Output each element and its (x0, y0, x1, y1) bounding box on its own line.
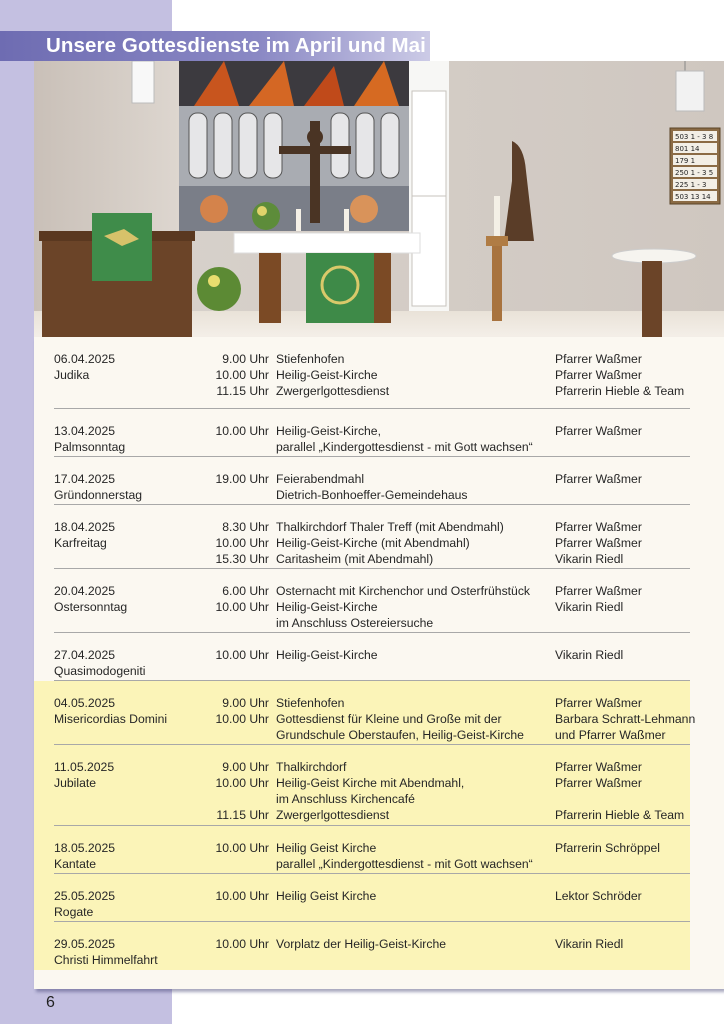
service-entry (34, 874, 690, 922)
service-date: 29.05.2025 (54, 937, 115, 951)
officiant-column (555, 351, 684, 399)
service-entry (34, 409, 690, 457)
service-location: Heilig-Geist-Kirche (276, 648, 378, 662)
service-time: 10.00 Uhr (215, 712, 269, 726)
service-day-name: Karfreitag (54, 536, 107, 550)
date-column (54, 647, 145, 679)
service-location: im Anschluss Ostereiersuche (276, 616, 434, 630)
description-column (276, 423, 533, 455)
svg-text:179 1: 179 1 (675, 157, 696, 165)
service-location: im Anschluss Kirchencafé (276, 792, 415, 806)
description-column (276, 840, 533, 872)
service-officiant: Pfarrer Waßmer (555, 696, 642, 710)
service-day-name: Palmsonntag (54, 440, 126, 454)
service-location: Osternacht mit Kirchenchor und Osterfrühstück (276, 584, 531, 598)
officiant-column (555, 695, 695, 743)
service-time: 10.00 Uhr (215, 600, 269, 614)
service-time: 10.00 Uhr (215, 889, 269, 903)
service-officiant: und Pfarrer Waßmer (555, 728, 666, 742)
svg-text:503 13 14: 503 13 14 (675, 193, 711, 201)
service-time: 10.00 Uhr (215, 937, 269, 951)
service-date: 17.04.2025 (54, 472, 115, 486)
svg-text:503 1 - 3 8: 503 1 - 3 8 (675, 133, 714, 141)
service-entry (34, 633, 690, 681)
date-column (54, 936, 158, 968)
service-day-name: Quasimodogeniti (54, 664, 146, 678)
svg-text:225 1 - 3: 225 1 - 3 (675, 181, 707, 189)
service-location: parallel „Kindergottesdienst - mit Gott wachsen“ (276, 857, 533, 871)
service-officiant: Vikarin Riedl (555, 648, 624, 662)
service-location: Heilig Geist Kirche (276, 889, 377, 903)
service-officiant: Pfarrer Waßmer (555, 352, 642, 366)
service-officiant: Pfarrer Waßmer (555, 368, 642, 382)
service-day-name: Christi Himmelfahrt (54, 953, 158, 967)
time-column (184, 888, 269, 904)
service-officiant: Pfarrer Waßmer (555, 760, 642, 774)
date-column (54, 583, 127, 615)
service-officiant: Barbara Schratt-Lehmann (555, 712, 696, 726)
service-officiant: Pfarrer Waßmer (555, 536, 642, 550)
service-time: 6.00 Uhr (222, 584, 269, 598)
service-date: 27.04.2025 (54, 648, 115, 662)
service-time: 10.00 Uhr (215, 536, 269, 550)
service-location: Zwergerlgottesdienst (276, 384, 390, 398)
service-entry (34, 922, 690, 970)
service-location: Heilig-Geist-Kirche (mit Abendmahl) (276, 536, 470, 550)
officiant-column (555, 759, 684, 823)
service-officiant (555, 791, 684, 807)
service-location: parallel „Kindergottesdienst - mit Gott wachsen“ (276, 440, 533, 454)
service-location: Gottesdienst für Kleine und Große mit der (276, 712, 502, 726)
decor-band-left (0, 34, 34, 989)
date-column (54, 840, 115, 872)
time-column (184, 583, 269, 615)
service-date: 13.04.2025 (54, 424, 115, 438)
date-column (54, 695, 167, 727)
officiant-column (555, 840, 660, 856)
service-time: 11.15 Uhr (216, 384, 269, 398)
description-column (276, 351, 389, 399)
officiant-column (555, 647, 623, 663)
service-location: Stiefenhofen (276, 352, 345, 366)
svg-text:250 1 - 3 5: 250 1 - 3 5 (675, 169, 714, 177)
time-column (184, 840, 269, 856)
page-number: 6 (46, 994, 55, 1011)
decor-band-top (0, 0, 172, 34)
service-date: 18.05.2025 (54, 841, 115, 855)
service-date: 11.05.2025 (54, 760, 115, 774)
date-column (54, 351, 115, 383)
officiant-column (555, 471, 642, 487)
service-location: Thalkirchdorf Thaler Treff (mit Abendmahl) (276, 520, 504, 534)
service-location: Grundschule Oberstaufen, Heilig-Geist-Kirche (276, 728, 524, 742)
service-date: 18.04.2025 (54, 520, 115, 534)
service-date: 25.05.2025 (54, 889, 115, 903)
service-day-name: Gründonnerstag (54, 488, 143, 502)
service-officiant: Lektor Schröder (555, 889, 642, 903)
time-column (184, 936, 269, 952)
officiant-column (555, 423, 642, 439)
service-time: 10.00 Uhr (215, 841, 269, 855)
service-day-name: Jubilate (54, 776, 97, 790)
description-column (276, 583, 530, 631)
service-location: Thalkirchdorf (276, 760, 347, 774)
service-location: Dietrich-Bonhoeffer-Gemeindehaus (276, 488, 468, 502)
time-column (184, 519, 269, 567)
description-column (276, 647, 378, 663)
service-location: Heilig-Geist-Kirche (276, 368, 378, 382)
service-time: 10.00 Uhr (215, 424, 269, 438)
service-officiant: Pfarrer Waßmer (555, 520, 642, 534)
service-time (184, 791, 269, 807)
page-title: Unsere Gottesdienste im April und Mai (46, 34, 426, 57)
officiant-column (555, 888, 642, 904)
service-officiant: Pfarrerin Schröppel (555, 841, 660, 855)
church-photo (34, 61, 724, 337)
service-entry (34, 505, 690, 569)
service-location: Caritasheim (mit Abendmahl) (276, 552, 434, 566)
svg-text:801 14: 801 14 (675, 145, 700, 153)
service-schedule (34, 337, 696, 970)
description-column (276, 759, 464, 823)
service-date: 04.05.2025 (54, 696, 115, 710)
description-column (276, 519, 504, 567)
service-location: Zwergerlgottesdienst (276, 808, 390, 822)
date-column (54, 519, 115, 551)
hymn-board (670, 128, 720, 204)
service-entry (34, 569, 690, 633)
service-time: 9.00 Uhr (222, 760, 269, 774)
service-entry (34, 826, 690, 874)
service-officiant: Pfarrerin Hieble & Team (555, 808, 685, 822)
officiant-column (555, 936, 623, 952)
description-column (276, 888, 376, 904)
service-entry (34, 745, 690, 826)
service-entry (34, 681, 696, 745)
service-time: 19.00 Uhr (215, 472, 269, 486)
service-time: 10.00 Uhr (215, 368, 269, 382)
date-column (54, 423, 125, 455)
service-time: 11.15 Uhr (216, 808, 269, 822)
service-location: Vorplatz der Heilig-Geist-Kirche (276, 937, 447, 951)
service-time: 9.00 Uhr (222, 696, 269, 710)
decor-band-bottom (0, 989, 172, 1024)
time-column (184, 695, 269, 727)
service-day-name: Judika (54, 368, 90, 382)
service-officiant: Pfarrer Waßmer (555, 472, 642, 486)
date-column (54, 888, 115, 920)
date-column (54, 759, 114, 791)
service-location: Heilig-Geist Kirche mit Abendmahl, (276, 776, 465, 790)
description-column (276, 936, 446, 952)
service-location: Stiefenhofen (276, 696, 345, 710)
time-column (184, 471, 269, 487)
service-day-name: Ostersonntag (54, 600, 128, 614)
service-day-name: Rogate (54, 905, 94, 919)
service-date: 06.04.2025 (54, 352, 115, 366)
time-column (184, 423, 269, 439)
service-date: 20.04.2025 (54, 584, 115, 598)
service-entry (34, 337, 690, 409)
description-column (276, 471, 468, 503)
service-time: 9.00 Uhr (222, 352, 269, 366)
service-day-name: Kantate (54, 857, 97, 871)
service-time: 10.00 Uhr (215, 648, 269, 662)
service-location: Heilig-Geist-Kirche, (276, 424, 381, 438)
time-column (184, 647, 269, 663)
service-time: 10.00 Uhr (215, 776, 269, 790)
service-time: 15.30 Uhr (215, 552, 269, 566)
service-day-name: Misericordias Domini (54, 712, 168, 726)
service-entry (34, 457, 690, 505)
service-officiant: Vikarin Riedl (555, 937, 624, 951)
service-officiant: Pfarrer Waßmer (555, 776, 642, 790)
service-location: Feierabendmahl (276, 472, 365, 486)
time-column (184, 351, 269, 399)
service-officiant: Pfarrer Waßmer (555, 584, 642, 598)
service-officiant: Pfarrerin Hieble & Team (555, 384, 685, 398)
service-officiant: Vikarin Riedl (555, 600, 624, 614)
service-officiant: Vikarin Riedl (555, 552, 624, 566)
service-time: 8.30 Uhr (222, 520, 269, 534)
description-column (276, 695, 524, 743)
officiant-column (555, 519, 642, 567)
service-location: Heilig Geist Kirche (276, 841, 377, 855)
officiant-column (555, 583, 642, 615)
service-location: Heilig-Geist-Kirche (276, 600, 378, 614)
time-column (184, 759, 269, 823)
date-column (54, 471, 142, 503)
service-officiant: Pfarrer Waßmer (555, 424, 642, 438)
